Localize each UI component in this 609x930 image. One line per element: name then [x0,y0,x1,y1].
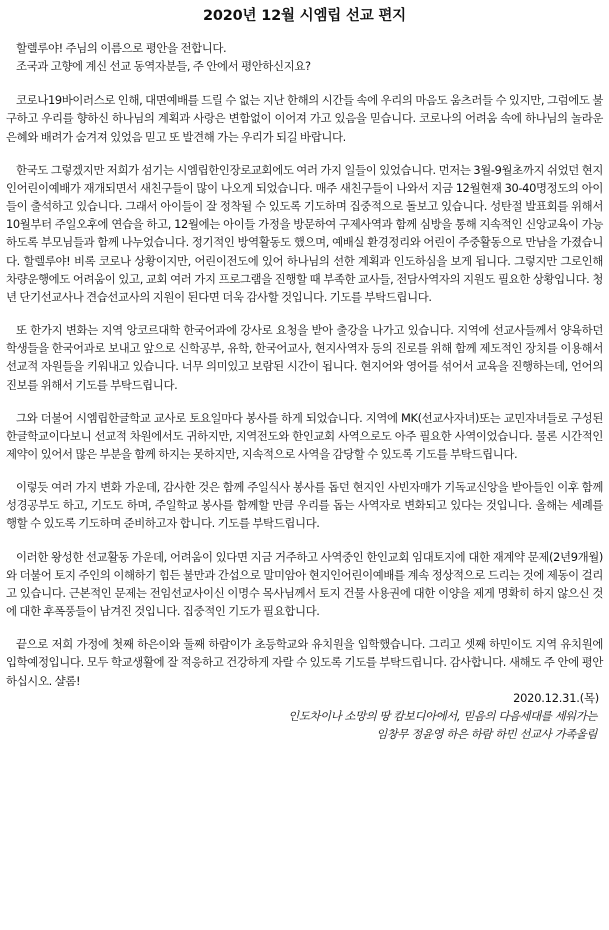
paragraph-korean-school: 그와 더불어 시엠립한글학교 교사로 토요일마다 봉사를 하게 되었습니다. 지역에 MK(선교사자녀)또는 교민자녀들로 구성된 한글학교이다보니 선교적 차원에서도 귀하지만, 지역전도와 한인교회 사역으로도 아주 필요한 사역이었습니다. 물론 시간적인 제약이 있어서 많은 부분을 함께 하지는 못하지만, 지속적으로 사역을 감당할 수 있도록 기도를 부탁드립니다. [6,410,603,461]
signature-line-2: 임창무 정윤영 하은 하람 하민 선교사 가족올림 [376,726,597,741]
letter-title: 2020년 12월 시엠립 선교 편지 [203,8,406,24]
letter-date: 2020.12.31.(목) [513,690,599,705]
paragraph-family: 끝으로 저희 가정에 첫째 하은이와 둘째 하람이가 초등학교와 유치원을 입학했습니다. 그리고 셋째 하민이도 지역 유치원에 입학예정입니다. 모두 학교생활에 잘 적응하고 건강하게 자랄 수 있도록 기도를 부탁드립니다. 감사합니다. 새해도 주 안에 평안하십시오. 샬롬! [6,637,603,688]
paragraph-church-news: 한국도 그렇겠지만 저희가 섬기는 시엠립한인장로교회에도 여러 가지 일들이 있었습니다. 먼저는 3월-9월초까지 쉬었던 현지인어린이예배가 재개되면서 새친구들이 많이 나오게 되었습니다. 매주 새친구들이 나와서 지금 12월현재 30-40명정도의 아이들이 출석하고 있습니다. 그래서 아이들이 잘 정착될 수 있도록 기도하며 집중적으로 돌보고 있습니다. 성탄절 발표회를 위해서 10월부터 주일오후에 연습을 하고, 12월에는 아이들 가정을 방문하여 구제사역과 함께 심방을 통해 지속적인 신앙교육이 가능하도록 부모님들과 함께 나누었습니다. 정기적인 방역활동도 했으며, 예배실 환경정리와 어린이 주중활동으로 만남을 가졌습니다. 할렐루야! 비록 코로나 상황이지만, 어린이전도에 있어 하나님의 선한 계획과 인도하심을 보게 됩니다. 그렇지만 그로인해 차량운행에도 어려움이 있고, 교회 여러 가지 프로그램을 진행할 때 부족한 교사들, 전담사역자의 지원도 필요한 상황입니다. 청년 단기선교사나 견습선교사의 지원이 된다면 더욱 감사할 것입니다. 기도를 부탁드립니다. [6,162,603,304]
greeting-line-1: 할렐루야! 주님의 이름으로 평안을 전합니다. [16,41,227,55]
paragraph-covid: 코로나19바이러스로 인해, 대면예배를 드릴 수 없는 지난 한해의 시간들 속에 우리의 마음도 움츠러들 수 있지만, 그럼에도 불구하고 우리를 향하신 하나님의 계획과 사랑은 변함없이 이어져 가고 있음을 믿습니다. 코로나의 어려움 속에 하나님의 놀라운 은혜와 배려가 숨겨져 있었음 믿고 또 발견해 가는 우리가 되길 바랍니다. [6,93,603,144]
paragraph-university: 또 한가지 변화는 지역 앙코르대학 한국어과에 강사로 요청을 받아 출강을 나가고 있습니다. 지역에 선교사들께서 양육하던 학생들을 한국어과로 보내고 앞으로 신학공부, 유학, 한국어교사, 현지사역자 등의 진로를 위해 함께 제도적인 장치를 이용해서 선교적 자원들을 키워내고 있습니다. 너무 의미있고 보람된 시간이 됩니다. 현지어와 영어를 섞어서 교육을 진행하는데, 언어의 진보를 위해서 기도를 부탁드립니다. [6,323,603,392]
paragraph-difficulties: 이러한 왕성한 선교활동 가운데, 어려움이 있다면 지금 거주하고 사역중인 한인교회 임대토지에 대한 재계약 문제(2년9개월)와 더불어 토지 주인의 이해하기 힘든 불만과 간섭으로 말미암아 현지인어린이예배를 계속 정상적으로 드리는 것에 제동이 걸리고 있습니다. 근본적인 문제는 전임선교사이신 이명수 목사님께서 토지 건물 사용권에 대한 이양을 제게 명확히 하지 않으신 것에 대한 후폭풍들이 남겨진 것입니다. 집중적인 기도가 필요합니다. [6,549,603,619]
paragraph-gratitude: 이렇듯 여러 가지 변화 가운데, 감사한 것은 함께 주일식사 봉사를 돕던 현지인 사빈자매가 기독교신앙을 받아들인 이후 함께 성경공부도 하고, 기도도 하며, 주일학교 봉사를 함께할 만큼 우리를 돕는 사역자로 변화되고 있다는 것입니다. 올해는 세례를 행할 수 있도록 기도하며 준비하고자 합니다. 기도를 부탁드립니다. [6,480,603,531]
signature-line-1: 인도차이나 소망의 땅 캄보디아에서, 믿음의 다음세대를 세워가는 [288,708,597,723]
greeting-line-2: 조국과 고향에 계신 선교 동역자분들, 주 안에서 평안하신지요? [16,59,311,74]
letter-body [6,39,603,743]
greeting [6,39,603,75]
